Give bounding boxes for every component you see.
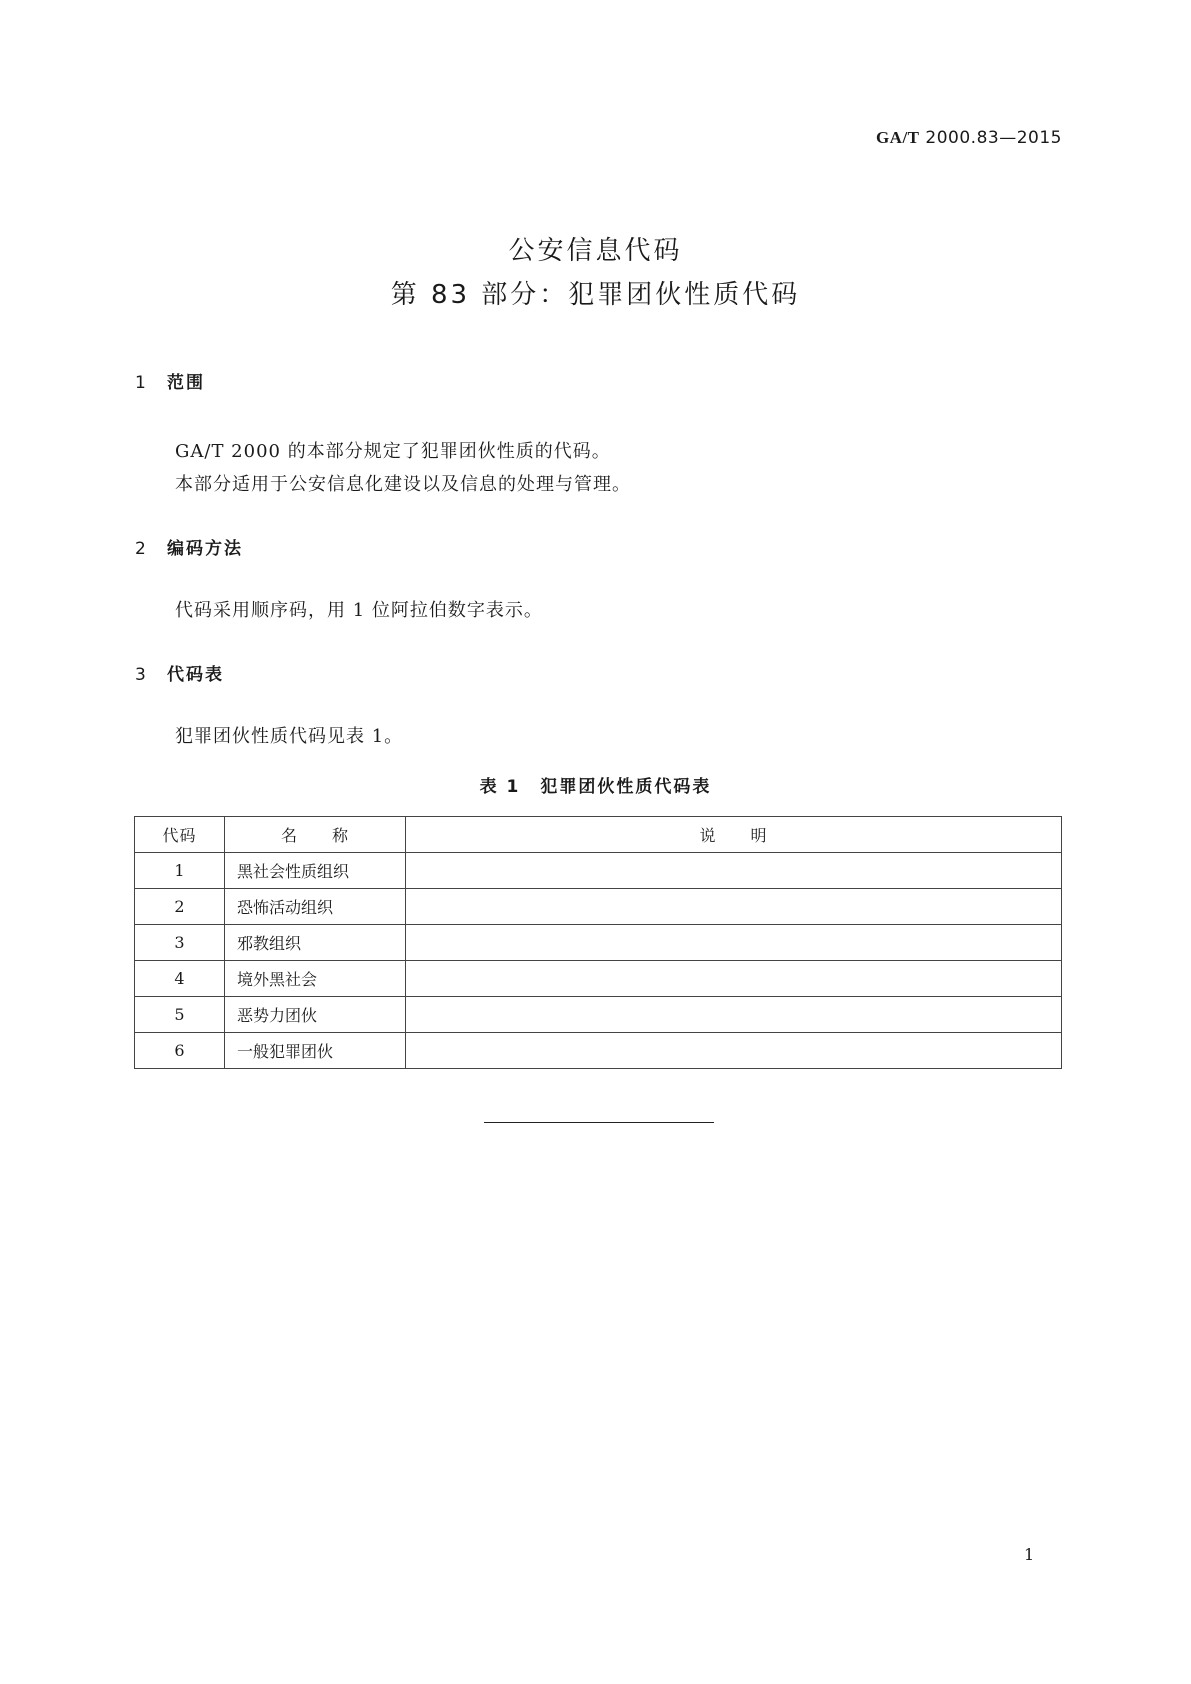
cell-name: 邪教组织 <box>225 925 406 961</box>
table-header-row <box>135 817 1062 853</box>
table-caption-label: 表 1 <box>479 777 521 797</box>
header-description: 说 明 <box>406 817 1062 853</box>
header-code: 代码 <box>135 817 225 853</box>
standard-code: 2000.83—2015 <box>925 128 1062 148</box>
cell-code: 6 <box>135 1033 225 1069</box>
section-title: 范围 <box>167 373 205 393</box>
table-row <box>135 961 1062 997</box>
document-title: 公安信息代码 <box>508 236 683 266</box>
cell-code: 2 <box>135 889 225 925</box>
header-name: 名 称 <box>225 817 406 853</box>
cell-name: 恶势力团伙 <box>225 997 406 1033</box>
standard-number <box>876 128 1062 148</box>
section-heading-encoding <box>135 534 243 559</box>
section-number: 2 <box>135 539 148 559</box>
table-row <box>135 997 1062 1033</box>
cell-code: 5 <box>135 997 225 1033</box>
table-row <box>135 1033 1062 1069</box>
table-row <box>135 853 1062 889</box>
cell-description <box>406 1033 1062 1069</box>
cell-name: 一般犯罪团伙 <box>225 1033 406 1069</box>
table-row <box>135 925 1062 961</box>
section-number: 1 <box>135 373 148 393</box>
cell-description <box>406 889 1062 925</box>
cell-description <box>406 961 1062 997</box>
cell-name: 恐怖活动组织 <box>225 889 406 925</box>
section-heading-scope <box>135 368 205 393</box>
section-number: 3 <box>135 665 148 685</box>
page-number: 1 <box>1024 1545 1035 1564</box>
paragraph: GA/T 2000 的本部分规定了犯罪团伙性质的代码。 <box>175 441 611 462</box>
section-heading-code-table <box>135 660 224 685</box>
paragraph: 代码采用顺序码，用 1 位阿拉伯数字表示。 <box>175 600 543 621</box>
section-title: 代码表 <box>167 665 224 685</box>
cell-code: 3 <box>135 925 225 961</box>
code-table <box>134 816 1062 1069</box>
cell-code: 1 <box>135 853 225 889</box>
paragraph: 犯罪团伙性质代码见表 1。 <box>175 726 404 747</box>
table-caption <box>0 772 1191 797</box>
paragraph: 本部分适用于公安信息化建设以及信息的处理与管理。 <box>175 474 631 495</box>
document-subtitle: 第 83 部分：犯罪团伙性质代码 <box>390 280 801 310</box>
cell-name: 黑社会性质组织 <box>225 853 406 889</box>
cell-name: 境外黑社会 <box>225 961 406 997</box>
standard-prefix: GA/T <box>875 128 920 147</box>
cell-description <box>406 925 1062 961</box>
table-row <box>135 889 1062 925</box>
section-title: 编码方法 <box>167 539 243 559</box>
cell-code: 4 <box>135 961 225 997</box>
table-caption-title: 犯罪团伙性质代码表 <box>540 777 712 797</box>
cell-description <box>406 997 1062 1033</box>
cell-description <box>406 853 1062 889</box>
end-of-document-rule <box>484 1122 714 1123</box>
